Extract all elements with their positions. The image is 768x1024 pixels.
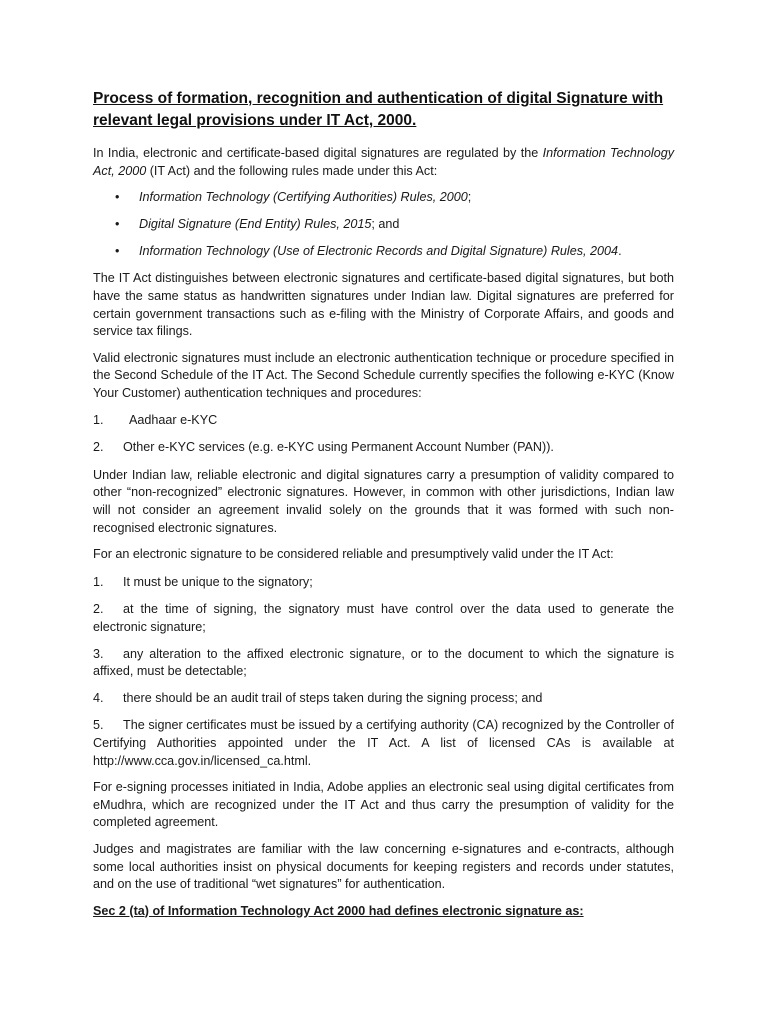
rule-title: Information Technology (Use of Electronic Records and Digital Signature) Rules, 2004 xyxy=(139,244,619,259)
document-title: Process of formation, recognition and authentication of digital Signature with relevant legal provisions under IT Act, 2000. xyxy=(93,90,664,129)
item-text: Aadhaar e-KYC xyxy=(129,412,218,427)
intro-prefix: In India, electronic and certificate-based digital signatures are regulated by the xyxy=(93,146,543,160)
reliable-paragraph: Under Indian law, reliable electronic and digital signatures carry a presumption of validity compared to other “non-recognized” electronic signatures. However, in common with other jurisdictions, Indian law will not consider an agreement invalid solely on the grounds that it was formed with such non-recognised electronic signatures. xyxy=(93,467,674,535)
condition-item xyxy=(93,646,674,681)
kyc-item xyxy=(93,439,674,457)
condition-item xyxy=(93,574,674,592)
condition-item xyxy=(93,601,674,636)
act-name: Information Technology Act, 2000 xyxy=(93,146,674,178)
rule-tail: ; xyxy=(467,190,472,205)
rules-list xyxy=(93,189,674,261)
rule-title: Digital Signature (End Entity) Rules, 2015 xyxy=(139,217,372,232)
intro-suffix: (IT Act) and the following rules made under this Act: xyxy=(146,163,438,178)
item-text: The signer certificates must be issued by a certifying authority (CA) recognized by the Controller of Certifying Authorities appointed under the IT Act. A list of licensed CAs is available at http://www.cca.gov.in/licensed_ca.html. xyxy=(93,718,674,768)
distinguish-paragraph: The IT Act distinguishes between electronic signatures and certificate-based digital signatures, but both have the same status as handwritten signatures under Indian law. Digital signatures are preferred for certain government transactions such as e-filing with the Ministry of Corporate Affairs, and goods and service tax filings. xyxy=(93,271,674,339)
bullet-icon: • xyxy=(115,190,120,205)
list-item xyxy=(93,216,674,234)
rule-tail: . xyxy=(618,244,622,259)
bullet-icon: • xyxy=(115,244,120,259)
list-item xyxy=(93,243,674,261)
rule-title: Information Technology (Certifying Authorities) Rules, 2000 xyxy=(139,190,468,205)
item-number: 2. xyxy=(93,440,104,455)
condition-item xyxy=(93,690,674,708)
item-number: 4. xyxy=(93,690,104,705)
rule-tail: ; and xyxy=(371,217,400,232)
item-number: 1. xyxy=(93,412,104,427)
item-number: 1. xyxy=(93,574,104,589)
condition-item xyxy=(93,717,674,770)
item-text: at the time of signing, the signatory must have control over the data used to generate the electronic signature; xyxy=(93,602,674,634)
valid-signatures-paragraph: Valid electronic signatures must include an electronic authentication technique or procedure specified in the Second Schedule of the IT Act. The Second Schedule currently specifies the following e-KYC (Know Your Customer) authentication techniques and procedures: xyxy=(93,350,674,401)
section-heading: Sec 2 (ta) of Information Technology Act 2000 had defines electronic signature as: xyxy=(93,903,584,918)
item-text: there should be an audit trail of steps taken during the signing process; and xyxy=(123,690,543,705)
adobe-paragraph: For e-signing processes initiated in India, Adobe applies an electronic seal using digital certificates from eMudhra, which are recognized under the IT Act and thus carry the presumption of validity for the completed agreement. xyxy=(93,780,674,830)
item-text: It must be unique to the signatory; xyxy=(123,574,313,589)
judges-paragraph: Judges and magistrates are familiar with the law concerning e-signatures and e-contracts, although some local authorities insist on physical documents for keeping registers and records under statutes, and on the use of traditional “wet signatures” for authentication. xyxy=(93,841,674,892)
item-number: 3. xyxy=(93,646,104,661)
item-text: any alteration to the affixed electronic signature, or to the document to which the signature is affixed, must be detectable; xyxy=(93,646,674,679)
bullet-icon: • xyxy=(115,217,120,232)
item-number: 2. xyxy=(93,602,104,617)
for-paragraph: For an electronic signature to be considered reliable and presumptively valid under the IT Act: xyxy=(93,547,614,562)
item-number: 5. xyxy=(93,718,104,733)
list-item xyxy=(93,189,674,207)
item-text: Other e-KYC services (e.g. e-KYC using Permanent Account Number (PAN)). xyxy=(123,440,554,455)
intro-paragraph xyxy=(93,145,674,180)
kyc-item xyxy=(93,412,674,430)
